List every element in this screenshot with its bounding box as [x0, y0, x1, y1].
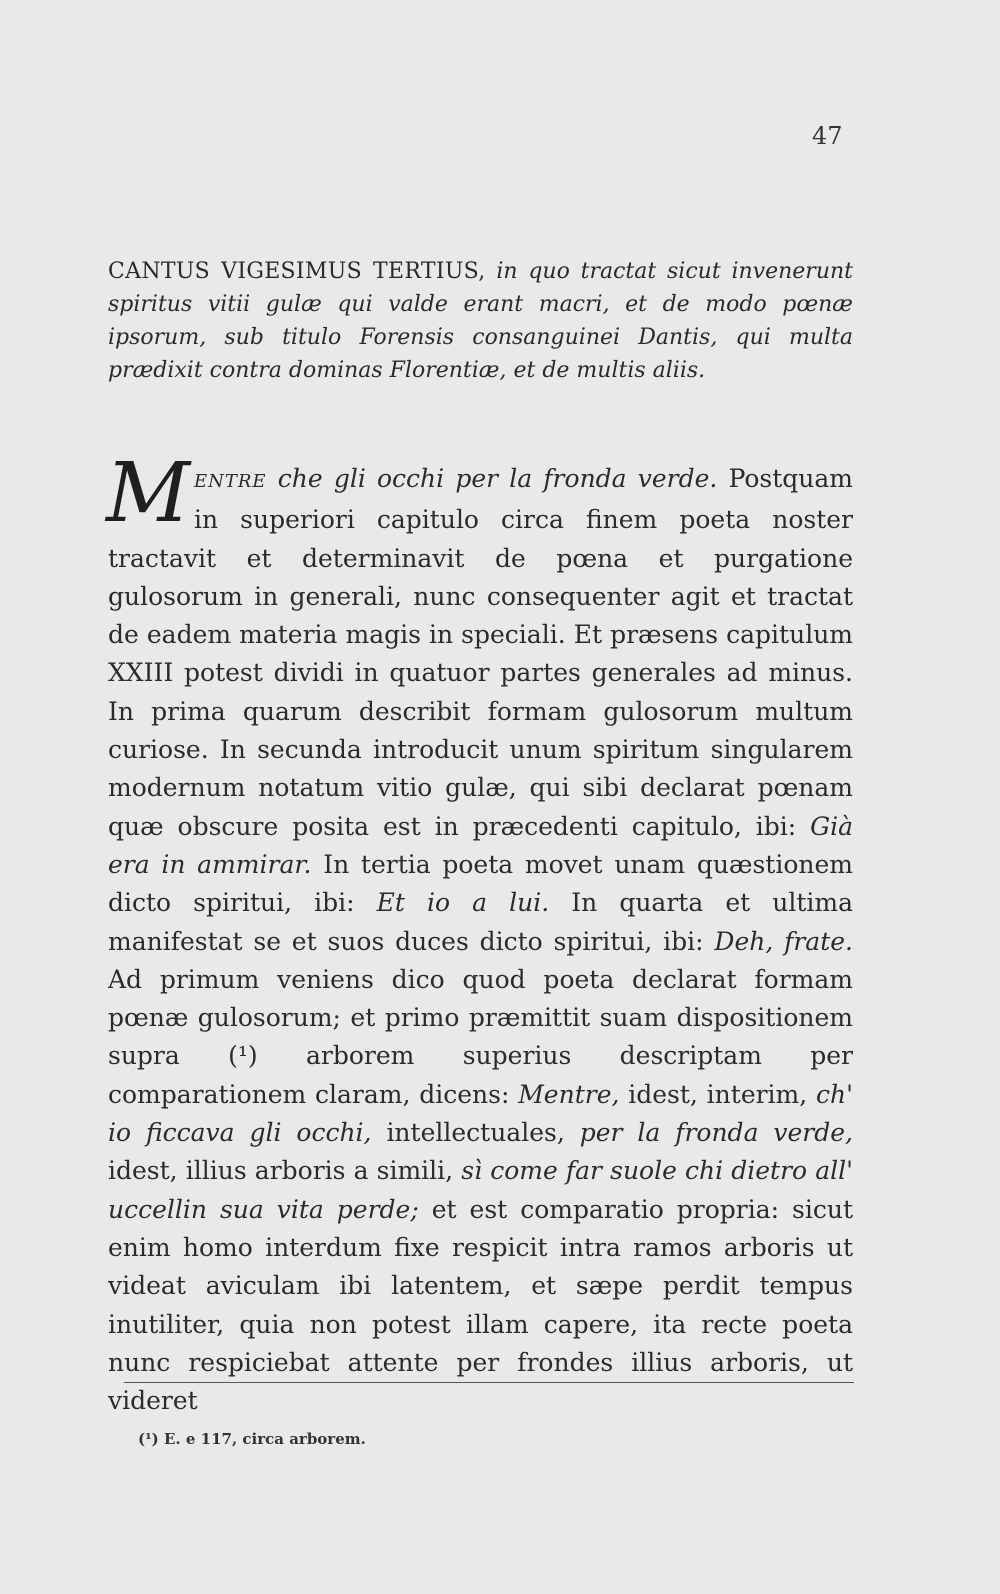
commentary-text — [106, 446, 854, 1420]
quotation: sì come far suole chi dietro all' uccellin sua vita perde; — [108, 1156, 853, 1224]
canto-heading — [108, 255, 853, 387]
quotation: Mentre, — [518, 1079, 620, 1109]
paragraph-text: In quarta et ultima manifestat se et suos duces dicto spiritui, ibi: — [108, 888, 853, 956]
quotation: ch' io ficcava gli occhi, — [108, 1079, 854, 1148]
page-number: 47 — [812, 122, 843, 150]
incipit-rest: ENTRE — [193, 471, 267, 492]
footnote: (¹) E. e 117, circa arborem. — [138, 1430, 366, 1448]
drop-cap: M — [106, 446, 190, 541]
paragraph-text: et est comparatio propria: sicut enim homo interdum fixe respicit intra ramos arboris ut videat aviculam ibi latentem, et sæpe perdit tempus inutiliter, quia non potest illam capere, ita recte poeta nunc respiciebat attente per frondes illius arboris, ut videret — [108, 1194, 854, 1416]
quotation: Et io a lui. — [376, 888, 550, 918]
paragraph-text: Postquam in superiori capitulo circa finem poeta noster tractavit et determinavit de pœna et purgatione gulosorum in generali, nunc consequenter agit et tractat de eadem materia magis in speciali. Et præsens capitulum XXIII potest dividi in quatuor partes generales ad minus. In prima quarum describit formam gulosorum multum curiose. In secunda introducit unum spiritum singularem modernum notatum vitio gulæ, qui sibi declarat pœnam quæ obscure posita est in præcedenti capitulo, ibi: — [108, 464, 854, 841]
quotation: per la fronda verde, — [579, 1118, 853, 1148]
incipit-verse: che gli occhi per la fronda verde. — [277, 464, 718, 493]
footnote-divider — [124, 1382, 854, 1383]
paragraph-text: Ad primum veniens dico quod poeta declarat formam pœnæ gulosorum; et primo præmittit suam dispositionem supra — [108, 964, 853, 1071]
quotation: Già era in ammirar. — [108, 811, 854, 879]
footnote-marker: (¹) — [228, 1041, 258, 1071]
paragraph-text: In tertia poeta movet unam quæstionem dicto spiritui, ibi: — [108, 849, 853, 918]
paragraph-text: idest, interim, — [628, 1079, 808, 1109]
canto-description: in quo tractat sicut invenerunt spiritus vitii gulæ qui valde erant macri, et de modo pœnæ ipsorum, sub titulo Forensis consanguinei Dantis, qui multa prædixit contra dominas Florentiæ, et de multis aliis. — [108, 259, 853, 383]
paragraph-text: intellectuales, — [386, 1118, 565, 1148]
quotation: Deh, frate. — [714, 926, 853, 956]
paragraph-text: arborem superius descriptam per comparationem claram, dicens: — [108, 1041, 853, 1109]
canto-title: CANTUS VIGESIMUS TERTIUS, — [108, 259, 486, 284]
paragraph-text: idest, illius arboris a simili, — [108, 1156, 454, 1186]
